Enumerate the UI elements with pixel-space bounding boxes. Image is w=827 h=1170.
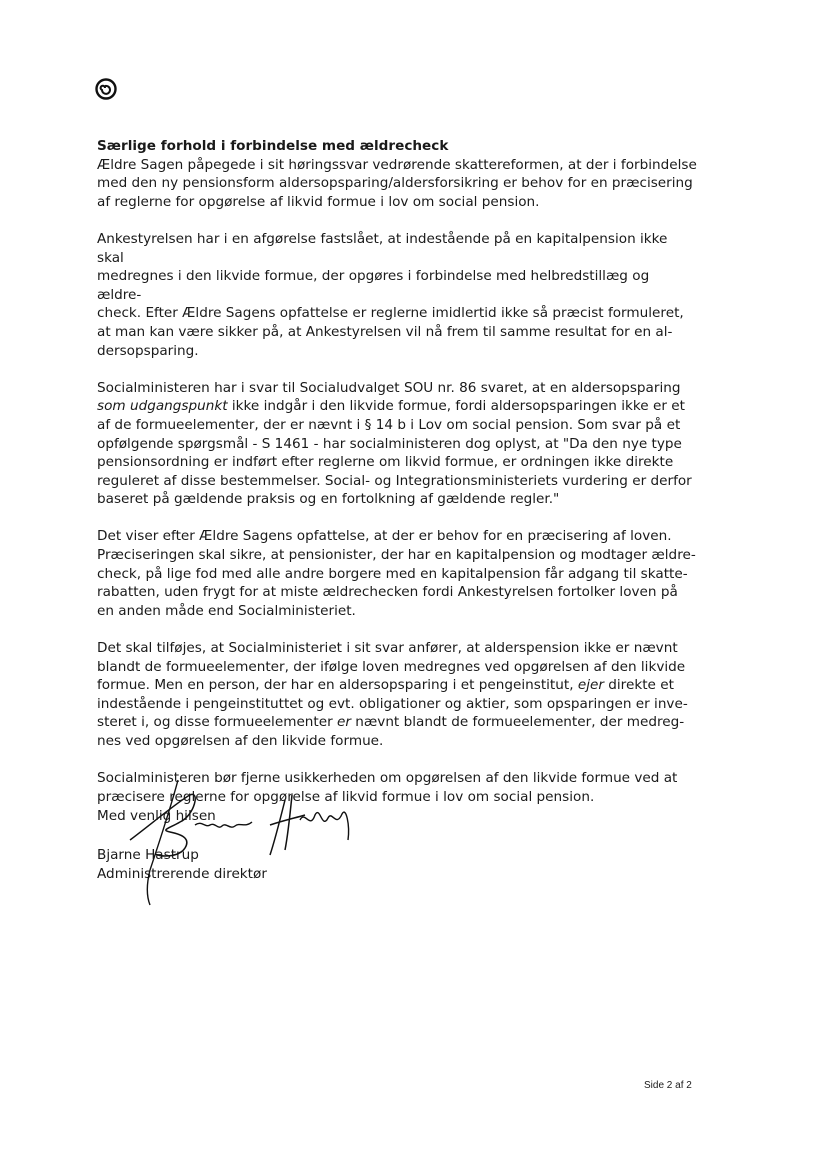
paragraph-3 bbox=[97, 379, 697, 509]
text-line: Præciseringen skal sikre, at pensionister, der har en kapitalpension og modtager ældre- bbox=[97, 547, 696, 564]
text-line: nes ved opgørelsen af den likvide formue. bbox=[97, 733, 384, 749]
text-line: Det skal tilføjes, at Socialministeriet i sit svar anfører, at alderspension ikke er nævnt bbox=[97, 640, 678, 657]
text-fragment: nævnt blandt de formueelementer, der medreg- bbox=[350, 714, 685, 731]
page-number: Side 2 af 2 bbox=[644, 1080, 692, 1091]
text-line: reguleret af disse bestemmelser. Social- og Integrationsministeriets vurdering er derfor bbox=[97, 472, 692, 489]
text-line: check, på lige fod med alle andre borgere med en kapitalpension får adgang til skatte- bbox=[97, 565, 688, 582]
italic-word: ejer bbox=[577, 677, 604, 694]
text-line: medregnes i den likvide formue, der opgøres i forbindelse med helbredstillæg og ældre- bbox=[97, 268, 650, 303]
section-heading: Særlige forhold i forbindelse med ældrecheck bbox=[97, 138, 449, 154]
text-line-mixed bbox=[97, 397, 697, 416]
text-line: Socialministeren bør fjerne usikkerheden om opgørelsen af den likvide formue ved at bbox=[97, 770, 678, 787]
text-line: med den ny pensionsform aldersopsparing/aldersforsikring er behov for en præcisering bbox=[97, 175, 693, 192]
paragraph-2 bbox=[97, 230, 697, 360]
italic-word: er bbox=[337, 714, 351, 731]
handwritten-signature bbox=[110, 770, 370, 910]
text-line: check. Efter Ældre Sagens opfattelse er reglerne imidlertid ikke så præcist formuleret, bbox=[97, 305, 684, 322]
text-line: opfølgende spørgsmål - S 1461 - har socialministeren dog oplyst, at "Da den nye type bbox=[97, 435, 682, 452]
italic-phrase: som udgangspunkt bbox=[97, 398, 228, 415]
text-line: blandt de formueelementer, der ifølge loven medregnes ved opgørelsen af den likvide bbox=[97, 658, 686, 675]
text-line: en anden måde end Socialministeriet. bbox=[97, 602, 356, 619]
text-line: Ankestyrelsen har i en afgørelse fastslået, at indestående på en kapitalpension ikke skal bbox=[97, 230, 668, 266]
text-line: rabatten, uden frygt for at miste ældrechecken fordi Ankestyrelsen fortolker loven på bbox=[97, 584, 678, 601]
text-fragment: ikke indgår i den likvide formue, fordi aldersopsparingen ikke er et bbox=[227, 398, 685, 415]
text-fragment: direkte et bbox=[603, 677, 674, 694]
text-line: af de formueelementer, der er nævnt i § 14 b i Lov om social pension. Som svar på et bbox=[97, 416, 681, 433]
text-fragment: formue. Men en person, der har en aldersopsparing i et pengeinstitut, bbox=[97, 677, 578, 694]
text-line-mixed bbox=[97, 676, 697, 695]
paragraph-1 bbox=[97, 156, 697, 212]
text-line: baseret på gældende praksis og en fortolkning af gældende regler." bbox=[97, 491, 560, 508]
text-line: dersopsparing. bbox=[97, 342, 199, 359]
text-line: Socialministeren har i svar til Socialudvalget SOU nr. 86 svaret, at en aldersopsparing bbox=[97, 379, 681, 396]
swirl-logo-icon bbox=[95, 78, 117, 100]
text-line: indestående i pengeinstituttet og evt. obligationer og aktier, som opsparingen er inve- bbox=[97, 695, 688, 712]
text-line: af reglerne for opgørelse af likvid formue i lov om social pension. bbox=[97, 193, 540, 210]
text-line: præcisere reglerne for opgørelse af likvid formue i lov om social pension. bbox=[97, 788, 595, 805]
signer-name: Bjarne Hastrup bbox=[97, 847, 199, 863]
text-line-mixed bbox=[97, 713, 697, 732]
signer-title: Administrerende direktør bbox=[97, 866, 267, 882]
text-line: pensionsordning er indført efter reglerne om likvid formue, er ordningen ikke direkte bbox=[97, 454, 674, 471]
paragraph-4 bbox=[97, 527, 697, 620]
text-line: Det viser efter Ældre Sagens opfattelse, at der er behov for en præcisering af loven. bbox=[97, 528, 672, 545]
greeting: Med venlig hilsen bbox=[97, 808, 216, 824]
text-fragment: steret i, og disse formueelementer bbox=[97, 714, 338, 731]
letter-body bbox=[97, 137, 697, 825]
text-line: Ældre Sagen påpegede i sit høringssvar vedrørende skattereformen, at der i forbindelse bbox=[97, 156, 697, 173]
text-line: at man kan være sikker på, at Ankestyrelsen vil nå frem til samme resultat for en al- bbox=[97, 323, 673, 340]
paragraph-5 bbox=[97, 639, 697, 751]
